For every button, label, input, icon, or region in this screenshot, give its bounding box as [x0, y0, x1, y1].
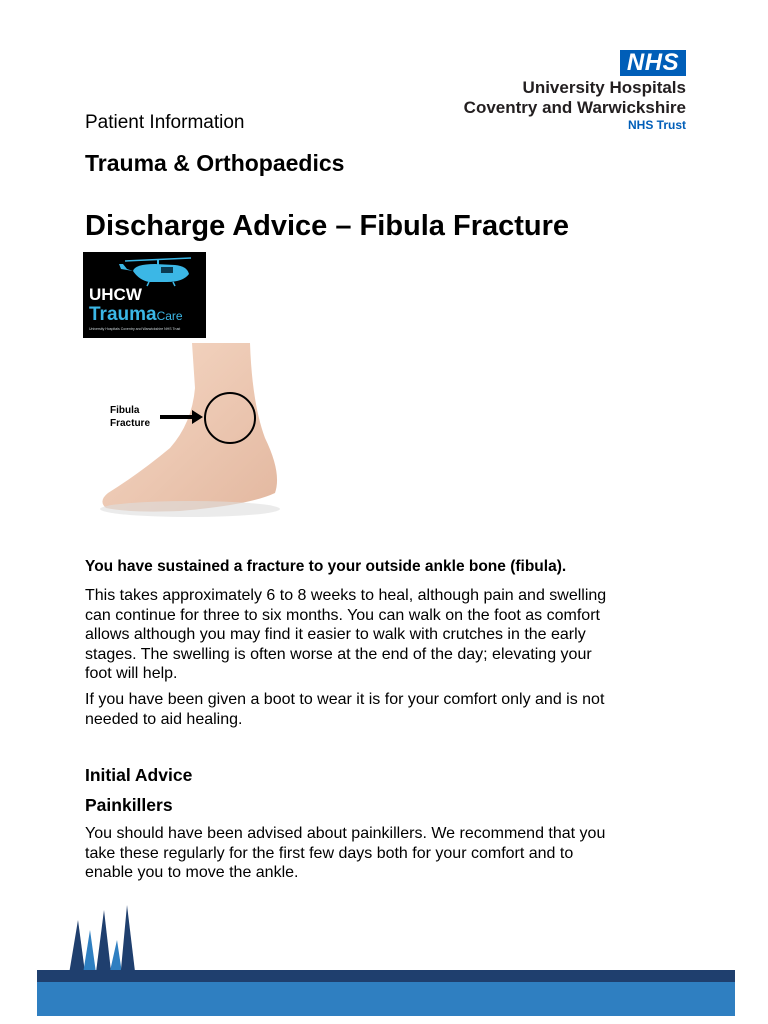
heading-initial-advice: Initial Advice [85, 765, 193, 785]
logo-trauma-main: Trauma [89, 304, 157, 325]
fibula-fracture-label [110, 404, 150, 430]
patient-information-label: Patient Information [85, 112, 245, 133]
paragraph-healing [85, 586, 695, 684]
paragraph-line: foot will help. [85, 665, 178, 683]
paragraph-line: If you have been given a boot to wear it is for your comfort only and is not [85, 691, 605, 708]
logo-trauma-text [89, 304, 183, 326]
paragraph-boot [85, 690, 695, 729]
page-title: Discharge Advice – Fibula Fracture [85, 210, 570, 242]
paragraph-line: This takes approximately 6 to 8 weeks to heal, although pain and swelling [85, 587, 607, 604]
paragraph-line: take these regularly for the first few days both for your comfort and to [85, 844, 574, 862]
org-name-line1: University Hospitals [522, 78, 686, 97]
lead-statement: You have sustained a fracture to your outside ankle bone (fibula). [85, 558, 567, 575]
fibula-label-line1: Fibula [110, 405, 140, 416]
paragraph-line: can continue for three to six months. You can walk on the foot as comfort [85, 606, 600, 624]
heading-painkillers: Painkillers [85, 795, 173, 815]
nhs-logo: NHS [620, 50, 686, 76]
paragraph-painkillers [85, 824, 695, 883]
paragraph-line: enable you to move the ankle. [85, 864, 299, 882]
foot-illustration [100, 343, 300, 523]
footer-spires-graphic [0, 900, 768, 1024]
org-name-line2: Coventry and Warwickshire [463, 98, 686, 117]
paragraph-line: stages. The swelling is often worse at the end of the day; elevating your [85, 645, 592, 663]
logo-subline: University Hospitals Coventry and Warwickshire NHS Trust [89, 327, 181, 331]
logo-uhcw-text: UHCW [89, 285, 142, 304]
paragraph-line: needed to aid healing. [85, 710, 243, 728]
trauma-care-logo [83, 252, 206, 338]
paragraph-line: You should have been advised about painkillers. We recommend that you [85, 825, 606, 842]
org-name-line3: NHS Trust [627, 118, 686, 132]
paragraph-line: allows although you may find it easier to walk with crutches in the early [85, 626, 586, 644]
logo-care-small: Care [156, 309, 183, 323]
fibula-label-line2: Fracture [110, 418, 151, 429]
department-heading: Trauma & Orthopaedics [85, 150, 345, 176]
